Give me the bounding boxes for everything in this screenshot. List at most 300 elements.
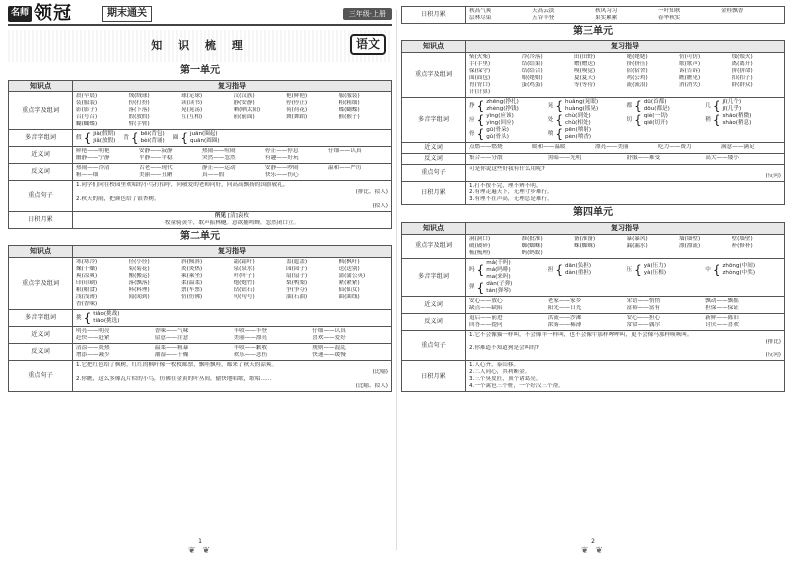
word-item: 炎(炎热) [181,266,203,273]
polyphone-item: 圈 { juān(圈起) quān(圆圈) [172,131,220,146]
pron: tán(弹琴) [486,287,511,294]
synonym-grid [469,144,781,151]
word-item: 担保——保证 [705,304,739,311]
pron: zhēng(挣扎) [486,99,519,106]
word-item: 暴(暴风) [626,235,648,242]
pron: pèn(喷香) [565,134,592,141]
row-label: 重点句子 [402,330,466,361]
word-item: 暖和——温暖 [532,144,566,151]
word-item: 扣(扣子) [731,75,753,82]
pron: pēn(喷射) [565,127,592,134]
word-item: 快速——缓慢 [312,352,346,359]
word-item: 高大——矮小 [705,155,739,162]
word-item: 欢乐——悲伤 [233,352,268,359]
word-item: 洪流——沙滩 [547,314,582,321]
poem-author: [清]袁枚 [227,213,250,220]
word-item: 喜欢——爱好 [312,335,346,342]
word-item: 落(下落) [128,107,150,114]
pron: quān(圆圈) [189,138,220,145]
page-two [401,4,785,557]
synonym-grid [76,148,388,162]
pron: ma(来吗) [486,273,511,280]
word-item: 姥(姥姥) [626,54,648,61]
word-item: 结(结果) [521,61,543,68]
row-label: 多音字组词 [9,310,73,327]
word-item: 静(安静) [233,100,255,107]
page-number-text: 1 [198,538,202,546]
word-item: 晨(早晨) [76,93,98,100]
word-item: 安心——放心 [469,297,503,304]
proverb-list [469,183,781,204]
word-item: 钻(钻石) [233,287,255,294]
pron: jī(几乎) [722,106,742,113]
word-item: 蛛(蜘蛛) [574,242,596,249]
word-item: 潮湿——干燥 [154,352,189,359]
rhetoric-note: (反问) [765,172,781,179]
word-item: 春华秋实 [658,14,681,21]
word-item: 层林尽染 [469,14,492,21]
polyphone-char: 几 [705,102,711,109]
word-item: 柴(火柴) [469,54,491,61]
rhetoric-note: (排比、拟人) [355,189,388,196]
unit-two-table [8,245,392,391]
page-divider [396,10,397,550]
word-item: 田(田野) [574,54,596,61]
word-item: 园(园子) [286,266,308,273]
word-item: 绒(绒球) [128,93,150,100]
word-item: 计(计算) [469,89,491,96]
word-item: 读(读书) [181,100,203,107]
word-item: 秋风习习 [595,8,618,14]
char-word-grid [76,259,388,308]
word-item: 丰收——丰登 [233,328,268,335]
word-item: 安心——担心 [626,314,661,321]
pron: jiǎ(放假) [93,138,116,145]
unit-three-table [401,40,785,205]
word-item: 粗(粗细) [338,100,360,107]
word-item: 闻(闻到) [128,294,150,301]
word-item: 浓雾——稀薄 [547,321,582,328]
word-item: 安静——寂静 [139,148,173,155]
proverb-line: 1.打不按不完，理不辨不明。 [469,182,542,189]
word-item: 乘(乘坐) [181,273,203,280]
word-item: 寒(寒冷) [76,259,98,266]
word-item: 晃(晃荡) [181,107,203,114]
header-title: 期末通关 [102,6,152,23]
word-item: 洞(洞口) [469,235,491,242]
word-item: 粮(粮食) [76,287,98,294]
unit-one-table [8,80,392,229]
pron: má(吗啡) [486,266,511,273]
word-item: 规则——混乱 [312,345,346,352]
brace-glyph: { [476,280,485,295]
brace-glyph: { [712,99,721,114]
pron: jǐ(几个) [722,99,742,106]
brace-glyph: { [712,263,721,278]
polyphone-char: 切 [626,116,633,123]
polyphone-item [627,99,703,113]
word-item: 热闹——喧闹 [202,148,236,155]
polyphone-char: 都 [626,102,633,109]
word-item: 消(消失) [679,82,701,89]
word-item: 蚂(蚂蚁) [521,249,543,256]
word-item: 快乐——伤心 [265,172,299,179]
word-item: 补(修补) [731,242,753,249]
word-item: 挤(挤压) [626,61,648,68]
word-item: 黑暗——光明 [547,155,582,162]
pron: shào(稍息) [722,120,752,127]
word-item: 歌(歌声) [679,61,701,68]
word-item: 鸡(公鸡) [626,75,648,82]
logo-text: 领冠 [34,2,73,24]
word-item: 讨厌——喜欢 [705,321,739,328]
col-header-guide: 复习指导 [466,222,785,234]
word-item: 装(服装) [76,100,98,107]
word-item: 印(印刷) [76,280,98,287]
polyphone-item [627,260,703,281]
word-item: 冷(冷落) [521,54,543,61]
word-item: 点燃——燃烧 [469,144,503,151]
row-label: 重点字及组词 [402,53,466,98]
polyphone-item: 背 { bēi(背包) bèi(背诵) [123,131,165,146]
word-item: 搬(搬运) [128,273,150,280]
word-item: 蒲(蒲公英) [338,273,366,280]
row-label: 日积月累 [402,361,466,392]
logo-mark: 名师 [8,6,32,21]
word-item: 紧(紧紧) [338,280,360,287]
word-item: 吃力——费力 [658,144,692,151]
word-item: 香(香味) [76,301,98,308]
unit-four-table [401,222,785,392]
word-item: 新鲜——陈旧 [705,314,739,321]
word-item: 安静——吵闹 [265,165,299,172]
word-item: 烛(烛火) [731,54,753,61]
banner-title: 知 识 梳 理 [151,39,249,53]
page-number-text: 2 [591,538,595,546]
word-item: 一叶知秋 [658,8,681,14]
pron: zhèng(挣钱) [486,106,519,113]
char-word-grid [76,93,388,128]
word-item: 留意——注意 [154,335,189,342]
pron: gū(骨朵) [486,127,509,134]
word-item: 影(影子) [76,107,98,114]
word-item: 天高云淡 [532,8,555,14]
word-item: 流(流浪) [626,82,648,89]
page-header [8,4,392,26]
row-label: 近义词 [402,143,466,154]
word-item: 油(石油) [286,294,308,301]
key-sentence: 1.同学们向在校园里欢唱的小鸟打招呼，向敬爱的老师问好，向高高飘扬的国旗敬礼。 [76,182,289,189]
col-header-point: 知识点 [9,246,73,258]
word-item: 互(互相) [181,114,203,121]
word-item: 汉(汉族) [233,93,255,100]
pron: huàng(摇晃) [565,106,599,113]
antonym-grid [469,155,781,162]
polyphone-char: 应 [469,116,475,123]
word-item: 五谷丰登 [532,14,555,21]
pron: dū(首都) [643,99,667,106]
word-item: 仔细——认真 [312,328,346,335]
row-label: 反义词 [9,344,73,361]
word-item: 蛋(鸡蛋) [521,82,543,89]
word-item: 明亮——明亮 [76,328,110,335]
brace-glyph: { [634,113,642,128]
word-item: 缺点——缺陷 [469,304,503,311]
unit-title: 第四单元 [573,207,613,219]
word-item: 保(保守) [469,68,491,75]
word-item: 秋高气爽 [469,8,492,14]
page-number [581,538,605,557]
polyphone-char: 弹 [469,284,475,291]
brace-glyph: { [555,113,563,128]
word-item: 富裕——富有 [626,304,661,311]
row-label: 近义词 [9,147,73,164]
row-label: 重点字及组词 [402,234,466,258]
word-item: 集合——分散 [469,155,503,162]
pron: dàn(重担) [565,270,592,277]
pron: huǎng(晃眼) [565,99,599,106]
brace-glyph: { [555,99,563,114]
row-label: 重点句子 [402,164,466,181]
row-label: 多音字组词 [402,98,466,143]
word-item: 美丽——丑陋 [139,172,173,179]
word-item: 准(批准) [521,235,543,242]
word-item: 等(等待) [574,82,596,89]
polyphone-item: 假 { jià(假期) jiǎ(放假) [76,131,116,146]
word-item: 结(结合) [521,68,543,75]
pron: yā(压力) [643,263,667,270]
unit-title: 第一单元 [180,65,220,76]
word-item: 阳光——日光 [547,304,582,311]
word-item: 蝶(蝴蝶) [338,107,360,114]
section-banner [8,30,392,62]
rhetoric-note: (排比) [765,338,781,345]
polyphone-item [469,113,545,127]
polyphone-item [469,127,545,141]
pron: bēi(背包) [140,131,165,138]
word-item: 幽静——宁静 [76,155,110,162]
char-word-grid [469,54,781,96]
word-item: 古老——现代 [139,165,173,172]
word-item: 舒服——难受 [626,155,661,162]
word-item: 霜(霜叶) [233,259,255,266]
grade-badge: 三年级·上册 [343,8,392,21]
rhetoric-note: (拟人) [372,203,388,210]
word-item: 嗅(嗅觉) [574,68,596,75]
brace-glyph: { [476,99,485,114]
polyphone-row [76,131,388,145]
word-item: 送(送别) [338,266,360,273]
brace-glyph: { [476,127,485,142]
brace-glyph: { [634,99,642,114]
word-item: 宿(宿舍) [626,68,648,75]
pron: qiē(切开) [643,120,668,127]
word-item: 晒(晒太阳) [233,107,261,114]
word-item: 爽(凉爽) [76,273,98,280]
page-one [8,4,392,557]
word-item: 平静——平稳 [139,155,173,162]
poem-title: 所见 [214,213,227,220]
word-item: 燥(干燥) [76,266,98,273]
word-item: 回答——提问 [469,321,503,328]
word-item: 梳(梳理) [469,249,491,256]
row-label: 重点字及组词 [9,258,73,310]
word-item: 炮(炮竹) [233,280,255,287]
idiom-grid [469,8,781,22]
col-header-guide: 复习指导 [73,80,392,92]
word-item: 诉(告诉) [679,68,701,75]
word-item: 丰收——歉收 [233,345,268,352]
word-item: 飘动——飘摇 [705,297,739,304]
word-item: 常常——偶尔 [626,321,661,328]
word-item: 仔细——认真 [328,148,362,155]
word-item: 斜(倾斜) [181,259,203,266]
proverb-line: 2.有理走遍天下，无理寸步难行。 [469,189,553,196]
word-item: 突然——忽然 [202,155,236,162]
polyphone-grid [469,260,781,295]
word-item: 艳(鲜艳) [286,93,308,100]
word-item: 老家——家乡 [547,297,582,304]
row-label: 日积月累 [9,212,73,229]
word-item: 句(句号) [233,294,255,301]
word-item: 仙(仙女) [338,287,360,294]
polyphone-item [548,113,624,127]
polyphone-char: 背 [123,134,129,141]
word-item: 叶(叶子) [233,273,255,280]
polyphone-char: 吗 [469,266,475,273]
wings-ornament-icon: ❦ ❦ [188,545,212,556]
pron: yìng(回应) [486,120,514,127]
polyphone-char: 挑 [76,314,82,321]
pron: jià(假期) [93,131,116,138]
pron: shāo(稍微) [722,113,752,120]
row-label: 反义词 [402,153,466,164]
polyphone-char: 晃 [547,102,554,109]
unit-title: 第二单元 [180,230,220,242]
word-item: 柔(温柔) [181,280,203,287]
word-item: 枫(枫叶) [338,259,360,266]
polyphone-char: 稍 [705,116,711,123]
word-item: 服(服装) [338,93,360,100]
col-header-guide: 复习指导 [73,246,392,258]
word-item: 菊(菊花) [128,266,150,273]
polyphone-char: 处 [547,116,554,123]
polyphone-item [548,99,624,113]
col-header-point: 知识点 [402,222,466,234]
word-item: 仿(仿佛) [181,294,203,301]
key-sentence: 1.它不会像猫一样叫，不会像羊一样叫，也不会像牛那样哞哞叫，更不会像马那样咴咴叫。 [469,331,693,338]
polyphone-item [469,260,545,281]
word-item: 真——假 [202,172,225,179]
word-item: 曲(曲线) [338,294,360,301]
word-item: 争(争夺) [286,287,308,294]
key-sentence: 2.你难道不知道狗是会叫的? [469,345,539,352]
word-item: 蝴(蝴蝶) [76,121,98,128]
polyphone-item [548,127,624,141]
word-item: 群(群众) [731,82,753,89]
row-label: 重点句子 [9,181,73,212]
polyphone-item [705,99,781,113]
carryover-table [401,6,785,24]
word-item: 落(飘落) [128,280,150,287]
brace-glyph: { [634,263,642,278]
pron: qiè(一切) [643,113,668,120]
char-word-grid [469,236,781,257]
word-item: 漏(漏水) [626,242,648,249]
pron: yīng(应该) [486,113,514,120]
brace-glyph: { [555,127,563,142]
brace-glyph: { [476,113,485,128]
word-item: 径(小径) [128,259,150,266]
word-item: 扮(打扮) [128,100,150,107]
polyphone-char: 圈 [172,134,179,141]
word-item: 臂(手臂) [128,121,150,128]
pron: tiāo(挑选) [93,318,120,325]
word-item: 料(料理) [128,287,150,294]
word-item: 面(面包) [469,75,491,82]
synonym-grid [469,298,781,312]
polyphone-item [705,260,781,281]
pron: dān(负担) [565,263,592,270]
word-item: 手(手里) [469,61,491,68]
word-item: 壁(墙壁) [731,235,753,242]
pron: chù(到处) [565,113,591,120]
word-item: 宋语——悄悄 [626,297,661,304]
proverb-line: 1.人心齐，泰山移。 [469,362,520,369]
proverb-line: 4.一个篱笆三个桩，一个好汉三个帮。 [469,383,564,390]
row-label: 日积月累 [402,181,466,205]
key-sentence: 2.你瞧，这么多像瓦片似的小鸟，仿佛在金黄的叶丛间，偷快地唱歌，歌唱…… [76,376,272,382]
col-header-point: 知识点 [9,80,73,92]
pron: tiǎo(挑战) [93,311,120,318]
row-label: 日积月累 [402,7,466,24]
word-item: 瞧(瞧见) [679,75,701,82]
word-item: 墙(墙壁) [679,235,701,242]
proverb-line: 3.三个臭皮匠，顶个诸葛亮。 [469,376,542,383]
word-item: 胃(胃口) [469,82,491,89]
word-item: 热闹——冷清 [76,165,110,172]
word-item: 有趣——好玩 [265,155,299,162]
proverb-list [469,362,781,390]
synonym-grid [76,328,388,342]
word-item: 前(前面) [233,114,255,121]
word-item: 赠(赠送) [574,61,596,68]
word-item: 满意——满足 [721,144,755,151]
word-item: 蜘(蜘蛛) [521,242,543,249]
word-item: 停止——停息 [265,148,299,155]
word-item: 清凉——炎热 [76,345,110,352]
word-item: 票(车票) [181,287,203,294]
word-item: 漂(漂流) [679,242,701,249]
key-sentence: 2.秋天的雨，把颜色给了银杏树。 [76,196,160,203]
word-item: 赶快——赶紧 [76,335,110,342]
pron: zhōng(中间) [722,263,756,270]
row-label: 反义词 [9,164,73,181]
word-item: 扇(扇子) [286,273,308,280]
unit-title: 第三单元 [573,25,613,37]
polyphone-item [705,113,781,127]
polyphone-char: 假 [76,134,82,141]
brace-glyph: { [712,113,721,128]
pron: juān(圈起) [189,131,218,138]
proverb-line: 2.二人同心，其利断金。 [469,369,531,376]
word-item: 仿(可仿) [679,54,701,61]
page-number [188,538,212,557]
brand-logo [8,3,72,26]
antonym-grid [76,165,388,179]
word-item: 果实累累 [595,14,618,21]
word-item: 金桂飘香 [721,8,744,14]
